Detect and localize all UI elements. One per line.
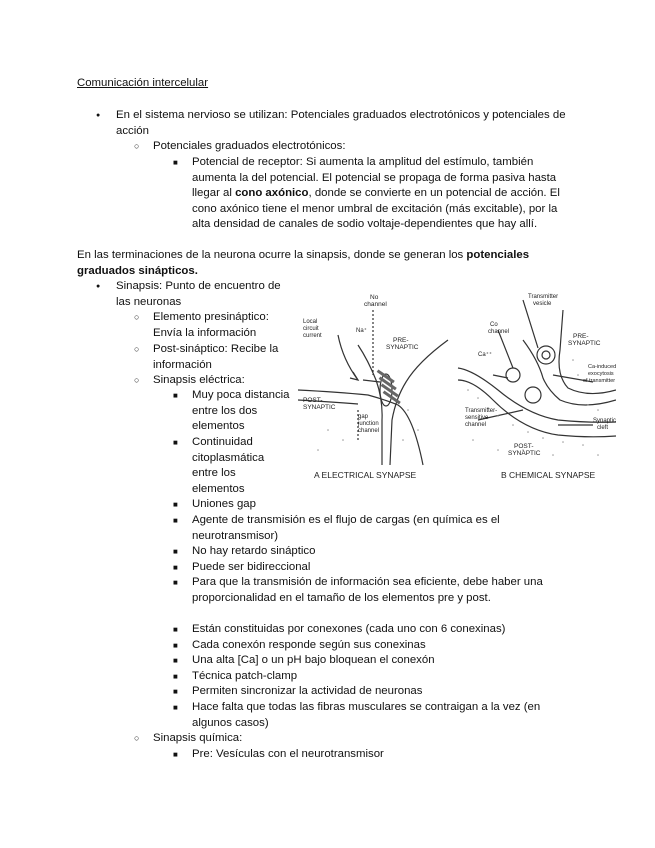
label-ca: Ca⁺⁺ <box>478 352 493 358</box>
figure-label-index <box>0 0 1 1</box>
label-synaptic-cleft: Synaptic cleft <box>593 418 616 431</box>
list-item: ■ Cada conexón responde según sus conexinas <box>192 638 572 654</box>
list-item: ■ Una alta [Ca] o un pH bajo bloquean el conexón <box>192 653 572 669</box>
list-item: ■ Agente de transmisión es el flujo de cargas (en química es el neurotransmisor) <box>192 513 532 544</box>
list-item: ● En el sistema nervioso se utilizan: Potenciales graduados electrotónicos y potenciales de acción <box>116 108 571 139</box>
label-ca-channel: Co channel <box>488 322 510 335</box>
list-item: ○ Post-sináptico: Recibe la información <box>153 342 293 373</box>
bold-text: potenciales graduados sinápticos. <box>77 249 530 277</box>
list-item: ■ No hay retardo sináptico <box>192 544 532 560</box>
caption-chemical: B CHEMICAL SYNAPSE <box>501 470 596 480</box>
list-item: ● Sinapsis: Punto de encuentro de las neuronas <box>116 279 292 310</box>
list-item <box>192 155 577 233</box>
text-segment: , donde se convierte en un potencial de acción. El cono axónico tiene el menor umbral de excitación (más excitable), por la alta densidad de canales de sodio voltaje-dependientes que hay allí. <box>192 187 560 231</box>
list-item: ■ Muy poca distancia entre los dos elementos <box>192 388 292 435</box>
label-transmitter-sensitive: Transmitter-sensitive channel <box>465 408 498 428</box>
list-item: ■ Puede ser bidireccional <box>192 560 532 576</box>
list-item: ○ Potenciales graduados electrotónicos: <box>153 139 453 155</box>
list-item: ■ Pre: Vesículas con el neurotransmisor <box>192 747 572 763</box>
label-post-synaptic-a: POST-SYNAPTIC <box>303 397 336 411</box>
stipple-texture <box>317 359 599 456</box>
label-na: Na⁺ <box>356 328 367 334</box>
list-item: ■ Para que la transmisión de información sea eficiente, debe haber una proporcionalidad en el tamaño de los elementos pre y post. <box>192 575 557 606</box>
label-pre-synaptic-b: PRE-SYNAPTIC <box>568 333 601 347</box>
label-post-synaptic-b: POST-SYNAPTIC <box>508 443 541 457</box>
list-item: ■ Están constituidas por conexones (cada uno con 6 conexinas) <box>192 622 572 638</box>
paragraph <box>77 248 577 279</box>
list-item: ■ Técnica patch-clamp <box>192 669 572 685</box>
list-item: ■ Uniones gap <box>192 497 492 513</box>
label-gap-junction: gap junction channel <box>358 414 380 434</box>
list-item: ■ Permiten sincronizar la actividad de neuronas <box>192 684 572 700</box>
label-pre-synaptic-a: PRE-SYNAPTIC <box>386 337 419 351</box>
page-title: Comunicación intercelular <box>77 77 209 89</box>
synapse-figure <box>298 290 616 485</box>
caption-electrical: A ELECTRICAL SYNAPSE <box>314 470 417 480</box>
text-segment: Potencial de receptor: Si aumenta la amplitud del estímulo, también aumenta la del potencial. El potencial se propaga de forma pasiva hasta llegar al <box>192 156 557 200</box>
list-item: ○ Sinapsis química: <box>153 731 453 747</box>
bold-text: cono axónico <box>235 187 309 200</box>
text-segment: En las terminaciones de la neurona ocurre la sinapsis, donde se generan los <box>77 249 467 261</box>
label-na-channel: No channel <box>364 294 387 308</box>
list-item: ■ Hace falta que todas las fibras musculares se contraigan a la vez (en algunos casos) <box>192 700 562 731</box>
list-item: ○ Elemento presináptico: Envía la información <box>153 310 293 341</box>
label-exocytosis: Ca-induced exocytosis of transmitter <box>583 364 616 384</box>
list-item: ○ Sinapsis eléctrica: <box>153 373 293 389</box>
label-transmitter-vesicle: Transmitter vesicle <box>528 294 559 307</box>
label-local-current: Local circuit current <box>303 319 322 339</box>
list-item: ■ Continuidad citoplasmática entre los elementos <box>192 435 282 497</box>
